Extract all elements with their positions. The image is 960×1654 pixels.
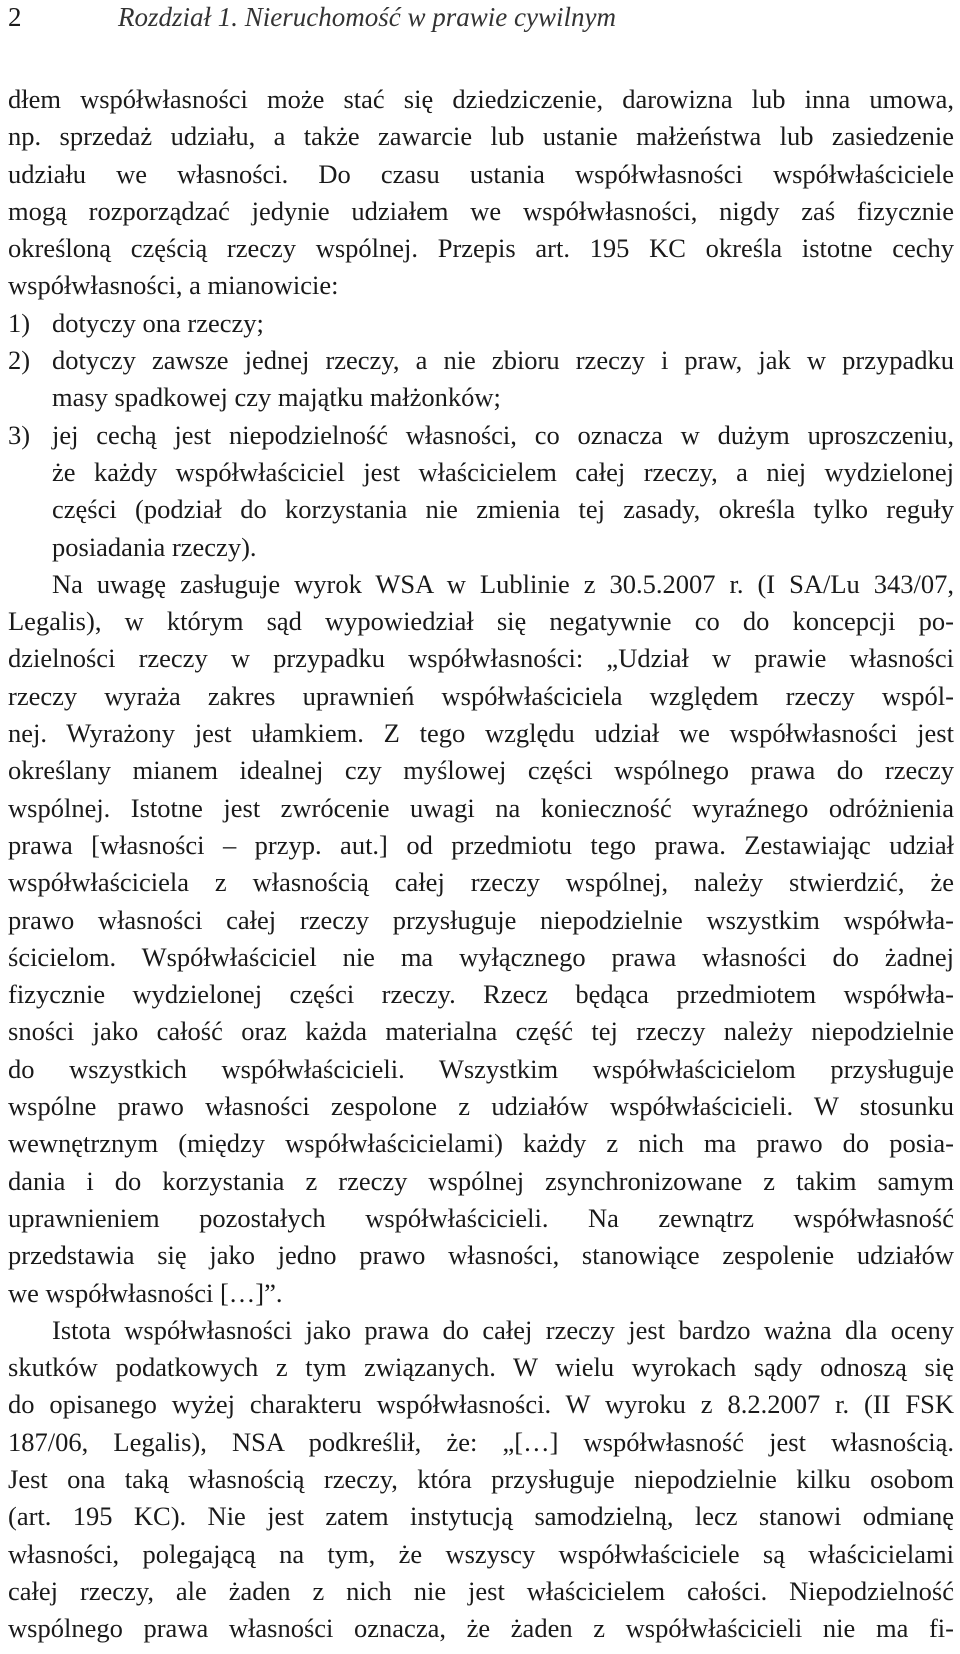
text-line: skutków podatkowych z tym związanych. W wielu wyrokach sądy odnoszą się [8,1352,954,1383]
text-line: Jest ona taką własnością rzeczy, która przysługuje niepodzielnie kilku osobom [8,1463,954,1494]
paragraph-3 [8,1312,954,1648]
text-line: ścicielom. Współwłaściciel nie ma wyłącznego prawa własności do żadnej [8,941,954,972]
text-line: dotyczy ona rzeczy; [52,307,264,338]
text-line: jej cechą jest niepodzielność własności, co oznacza w dużym uproszczeniu, [52,419,954,450]
numbered-list [8,305,954,566]
text-line: rzeczy wyraża zakres uprawnień współwłaściciela względem rzeczy wspól- [8,680,954,711]
paragraph-2 [8,566,954,1312]
text-line: własności, polegającą na tym, że wszyscy współwłaściciele są właścicielami [8,1538,954,1569]
text-line: dłem współwłasności może stać się dziedziczenie, darowizna lub inna umowa, [8,84,954,114]
text-line: współwłasności, a mianowicie: [8,270,339,301]
text-line: fizycznie wydzielonej części rzeczy. Rzecz będąca przedmiotem współwła- [8,979,954,1010]
list-marker: 2) [8,345,31,376]
text-line: wspólne prawo własności zespolone z udziałów współwłaścicieli. W stosunku [8,1091,954,1122]
paragraph-1 [8,81,954,305]
text-line: Legalis), w którym sąd wypowiedział się negatywnie co do koncepcji po- [8,606,954,637]
text-line: mogą rozporządzać jedynie udziałem we współwłasności, nigdy zaś fizycznie [8,195,954,226]
text-line: Na uwagę zasługuje wyrok WSA w Lublinie z 30.5.2007 r. (I SA/Lu 343/07, [52,568,954,599]
page-number: 2 [8,2,22,32]
text-line: całej rzeczy, ale żaden z nich nie jest właścicielem całości. Niepodzielność [8,1575,954,1606]
text-line: uprawnieniem pozostałych współwłaścicieli. Na zewnątrz współwłasność [8,1202,954,1233]
text-line: np. sprzedaż udziału, a także zawarcie lub ustanie małżeństwa lub zasiedzenie [8,121,954,152]
text-line: (art. 195 KC). Nie jest zatem instytucją samodzielną, lecz stanowi odmianę [8,1501,954,1532]
text-line: współwłaściciela z własnością całej rzeczy wspólnej, należy stwierdzić, że [8,867,954,898]
text-line: Istota współwłasności jako prawa do całej rzeczy jest bardzo ważna dla oceny [52,1314,954,1345]
text-line: do wszystkich współwłaścicieli. Wszystkim współwłaścicielom przysługuje [8,1053,954,1084]
text-line: udziału we własności. Do czasu ustania współwłasności współwłaściciele [8,158,954,189]
list-item [8,417,954,566]
text-line: wewnętrznym (między współwłaścicielami) każdy z nich ma prawo do posia- [8,1128,954,1159]
text-line: nej. Wyrażony jest ułamkiem. Z tego względu udział we współwłasności jest [8,718,954,749]
running-title: Rozdział 1. Nieruchomość w prawie cywilnym [118,2,616,32]
text-line: do opisanego wyżej charakteru współwłasności. W wyroku z 8.2.2007 r. (II FSK [8,1389,954,1420]
list-marker: 1) [8,307,31,338]
list-marker: 3) [8,419,31,450]
text-line: sności jako całość oraz każda materialna część tej rzeczy należy niepodzielnie [8,1016,954,1047]
text-line: 187/06, Legalis), NSA podkreślił, że: „[…] współwłasność jest własnością. [8,1426,954,1457]
page-header [8,0,954,40]
text-line: przedstawia się jako jedno prawo własności, stanowiące zespolenie udziałów [8,1240,954,1271]
text-line: wspólnego prawa własności oznacza, że żaden z współwłaścicieli nie ma fi- [8,1613,954,1644]
list-item [8,342,954,417]
text-line: masy spadkowej czy majątku małżonków; [52,382,501,413]
text-line: części (podział do korzystania nie zmienia tej zasady, określa tylko reguły [52,494,954,525]
text-line: posiadania rzeczy). [52,531,257,562]
text-line: określany mianem idealnej czy myślowej części wspólnego prawa do rzeczy [8,755,954,786]
text-line: dania i do korzystania z rzeczy wspólnej zsynchronizowane z takim samym [8,1165,954,1196]
document-page [8,0,954,1647]
text-line: we współwłasności […]”. [8,1277,283,1308]
text-line: wspólnej. Istotne jest zwrócenie uwagi na konieczność wyraźnego odróżnienia [8,792,954,823]
text-line: dzielności rzeczy w przypadku współwłasności: „Udział w prawie własności [8,643,954,674]
text-line: dotyczy zawsze jednej rzeczy, a nie zbioru rzeczy i praw, jak w przypadku [52,345,954,376]
body-text [8,81,954,1647]
text-line: że każdy współwłaściciel jest właścicielem całej rzeczy, a niej wydzielonej [52,456,954,487]
list-item [8,305,954,342]
text-line: prawo własności całej rzeczy przysługuje niepodzielnie wszystkim współwła- [8,904,954,935]
text-line: prawa [własności – przyp. aut.] od przedmiotu tego prawa. Zestawiając udział [8,829,954,860]
text-line: określoną częścią rzeczy wspólnej. Przepis art. 195 KC określa istotne cechy [8,233,954,264]
